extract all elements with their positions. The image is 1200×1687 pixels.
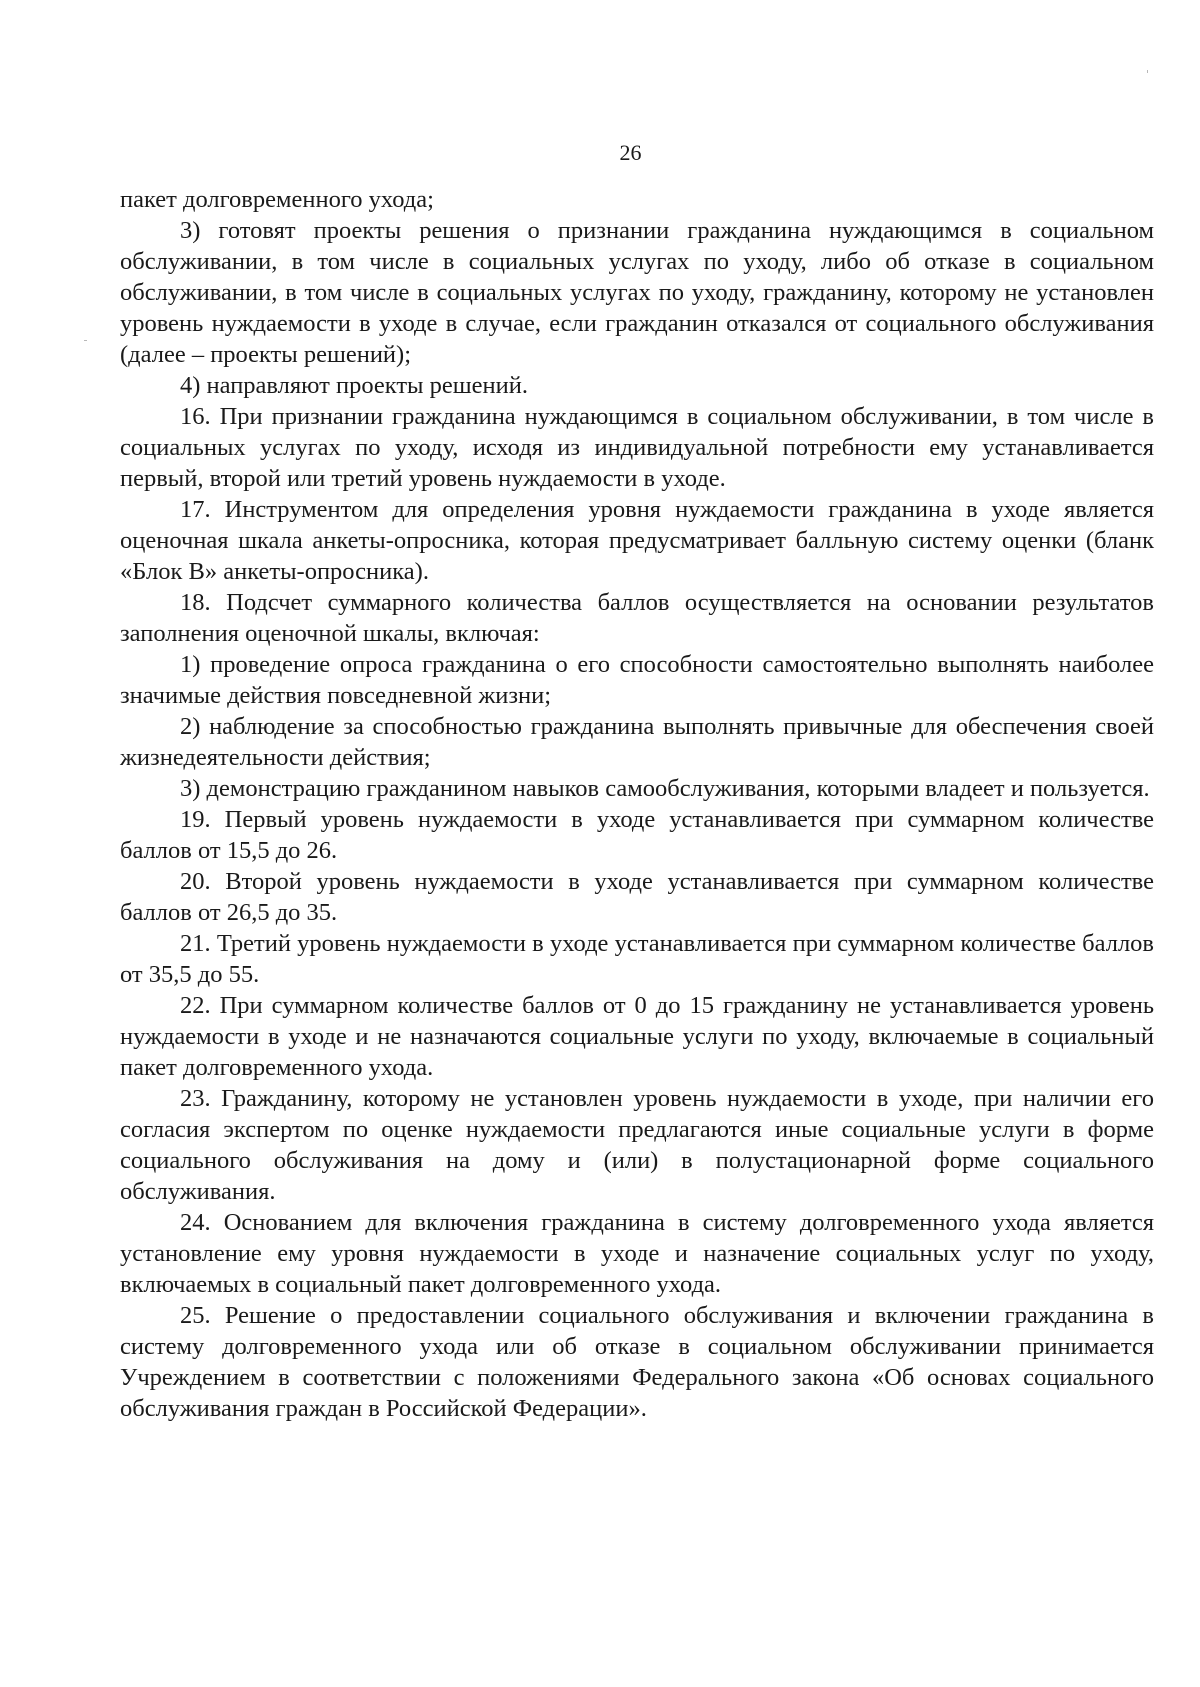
paragraph-continuation: пакет долговременного ухода;: [120, 186, 434, 213]
paragraph-clause-24: 24. Основанием для включения гражданина в систему долговременного ухода является установление ему уровня нуждаемости в уходе и назначение социальных услуг по уходу, включаемых в социальный пакет долговременного ухода.: [120, 1209, 1154, 1298]
paragraph-item-4: 4) направляют проекты решений.: [180, 372, 528, 399]
paragraph-clause-18-item-3: 3) демонстрацию гражданином навыков самообслуживания, которыми владеет и пользуется.: [180, 775, 1150, 802]
paragraph-clause-20: 20. Второй уровень нуждаемости в уходе устанавливается при суммарном количестве баллов от 26,5 до 35.: [120, 868, 1154, 926]
document-body: [120, 184, 1154, 1424]
paragraph-clause-23: 23. Гражданину, которому не установлен уровень нуждаемости в уходе, при наличии его согласия экспертом по оценке нуждаемости предлагаются иные социальные услуги в форме социального обслуживания на дому и (или) в полустационарной форме социального обслуживания.: [120, 1085, 1154, 1205]
paragraph-clause-18-item-1: 1) проведение опроса гражданина о его способности самостоятельно выполнять наиболее значимые действия повседневной жизни;: [120, 651, 1154, 709]
paragraph-clause-25: 25. Решение о предоставлении социального обслуживания и включении гражданина в систему долговременного ухода или об отказе в социальном обслуживании принимается Учреждением в соответствии с положениями Федерального закона «Об основах социального обслуживания граждан в Российской Федерации».: [120, 1302, 1154, 1422]
paragraph-clause-16: 16. При признании гражданина нуждающимся в социальном обслуживании, в том числе в социальных услугах по уходу, исходя из индивидуальной потребности ему устанавливается первый, второй или третий уровень нуждаемости в уходе.: [120, 403, 1154, 492]
paragraph-item-3: 3) готовят проекты решения о признании гражданина нуждающимся в социальном обслуживании, в том числе в социальных услугах по уходу, либо об отказе в социальном обслуживании, в том числе в социальных услугах по уходу, гражданину, которому не установлен уровень нуждаемости в уходе в случае, если гражданин отказался от социального обслуживания (далее – проекты решений);: [120, 217, 1154, 368]
paragraph-clause-19: 19. Первый уровень нуждаемости в уходе устанавливается при суммарном количестве баллов от 15,5 до 26.: [120, 806, 1154, 864]
paragraph-clause-17: 17. Инструментом для определения уровня нуждаемости гражданина в уходе является оценочная шкала анкеты-опросника, которая предусматривает балльную систему оценки (бланк «Блок В» анкеты-опросника).: [120, 496, 1154, 585]
scan-artifact-mark: [1147, 70, 1148, 73]
scan-artifact-mark: [84, 340, 87, 341]
paragraph-clause-18: 18. Подсчет суммарного количества баллов осуществляется на основании результатов заполнения оценочной шкалы, включая:: [120, 589, 1154, 647]
paragraph-clause-21: 21. Третий уровень нуждаемости в уходе устанавливается при суммарном количестве баллов от 35,5 до 55.: [120, 930, 1154, 988]
paragraph-clause-18-item-2: 2) наблюдение за способностью гражданина выполнять привычные для обеспечения своей жизнедеятельности действия;: [120, 713, 1154, 771]
paragraph-clause-22: 22. При суммарном количестве баллов от 0 до 15 гражданину не устанавливается уровень нуждаемости в уходе и не назначаются социальные услуги по уходу, включаемые в социальный пакет долговременного ухода.: [120, 992, 1154, 1081]
page-number: 26: [619, 140, 642, 165]
